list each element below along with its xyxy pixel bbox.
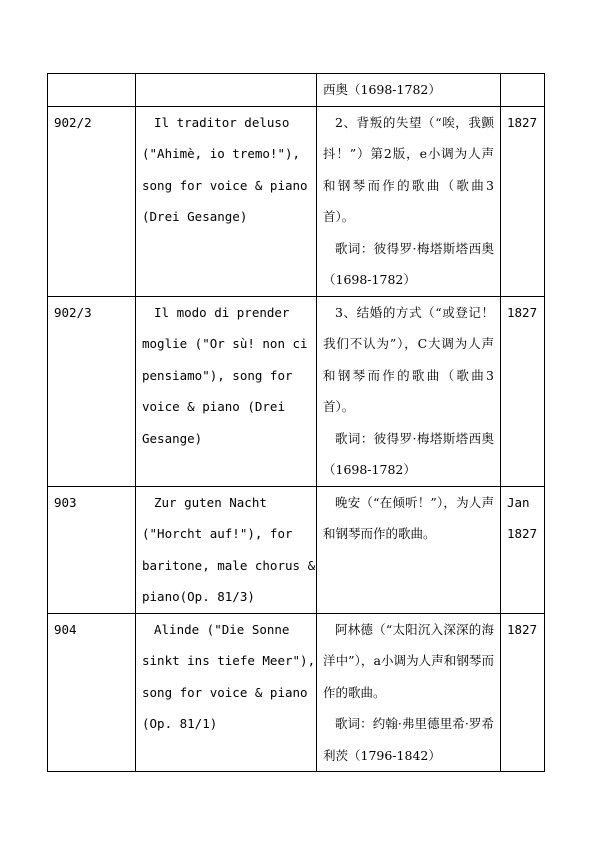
chinese-description-paragraph: 歌词：彼得罗·梅塔斯塔西奥（1698-1782）: [323, 240, 494, 287]
chinese-description: [317, 296, 501, 486]
work-title-line: Zur guten Nacht: [154, 494, 267, 510]
chinese-description: [317, 106, 501, 296]
work-title-line: piano(Op. 81/3): [142, 589, 255, 604]
work-title-line: ("Horcht auf!"), for: [142, 526, 293, 541]
work-title: [136, 296, 317, 486]
chinese-description-paragraph: 歌词：彼得罗·梅塔斯塔西奥（1698-1782）: [323, 430, 494, 477]
work-title: [136, 74, 317, 107]
work-title: [136, 613, 317, 772]
chinese-description: [317, 613, 501, 772]
composition-year-line: Jan: [507, 494, 530, 510]
work-title-line: song for voice & piano: [142, 684, 308, 700]
composition-year-line: 1827: [507, 304, 538, 320]
works-table-body: [48, 74, 545, 772]
work-title-line: (Drei Gesange): [142, 209, 248, 224]
composition-year-line: 1827: [507, 621, 538, 637]
work-title-line: Il modo di prender: [154, 304, 290, 320]
catalog-number: 903: [48, 486, 136, 613]
catalog-number: 904: [48, 613, 136, 772]
chinese-description-paragraph: 2、背叛的失望（“唉，我颤抖！”）第2版，e小调为人声和钢琴而作的歌曲（歌曲3首）。: [323, 114, 494, 224]
catalog-number: 902/3: [48, 296, 136, 486]
composition-year: [501, 74, 545, 107]
composition-year-line: 1827: [507, 526, 538, 541]
catalog-number: [48, 74, 136, 107]
work-title-line: pensiamo"), song for: [142, 367, 293, 383]
work-title-line: (Op. 81/1): [142, 716, 218, 731]
chinese-description-paragraph: 3、结婚的方式（“或登记！我们不认为”），C大调为人声和钢琴而作的歌曲（歌曲3首）。: [323, 304, 494, 414]
work-title-line: Gesange): [142, 430, 203, 446]
chinese-description-paragraph: 晚安（“在倾听！”），为人声和钢琴而作的歌曲。: [323, 494, 494, 541]
table-row: [48, 486, 545, 613]
chinese-description-paragraph: 西奥（1698-1782）: [323, 82, 441, 97]
work-title: [136, 106, 317, 296]
work-title-line: song for voice & piano: [142, 177, 308, 193]
table-row: [48, 106, 545, 296]
chinese-description-paragraph: 歌词：约翰·弗里德里希·罗希利茨（1796-1842）: [323, 716, 494, 763]
chinese-description: [317, 74, 501, 107]
work-title-line: baritone, male chorus &: [142, 557, 316, 573]
work-title-line: Alinde ("Die Sonne: [154, 621, 290, 637]
table-row: [48, 74, 545, 107]
table-row: [48, 296, 545, 486]
composition-year: [501, 296, 545, 486]
work-title-line: sinkt ins tiefe Meer"),: [142, 653, 316, 668]
works-table: [47, 73, 545, 772]
table-row: [48, 613, 545, 772]
composition-year-line: 1827: [507, 114, 538, 130]
catalog-number: 902/2: [48, 106, 136, 296]
composition-year: [501, 106, 545, 296]
work-title-line: moglie ("Or sù! non ci: [142, 336, 308, 351]
work-title-line: Il traditor deluso: [154, 114, 290, 130]
chinese-description: [317, 486, 501, 613]
work-title-line: ("Ahimè, io tremo!"),: [142, 146, 301, 161]
composition-year: [501, 486, 545, 613]
work-title: [136, 486, 317, 613]
work-title-line: voice & piano (Drei: [142, 399, 285, 414]
composition-year: [501, 613, 545, 772]
chinese-description-paragraph: 阿林德（“太阳沉入深深的海洋中”），a小调为人声和钢琴而作的歌曲。: [323, 621, 494, 700]
